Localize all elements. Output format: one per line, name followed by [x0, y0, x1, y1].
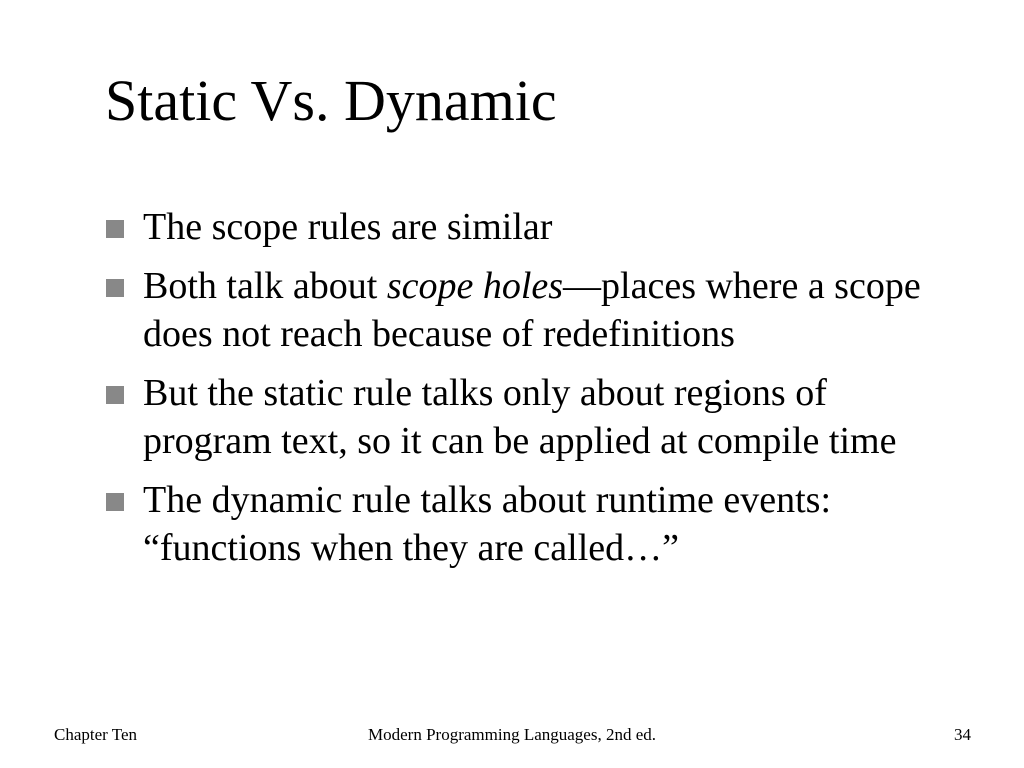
bullet-list — [104, 203, 944, 583]
bullet-text: The scope rules are similar — [143, 206, 553, 248]
bullet-item-static-rule — [104, 369, 944, 465]
slide-title: Static Vs. Dynamic — [105, 68, 557, 133]
bullet-item-scope-rules — [104, 203, 944, 251]
footer-chapter: Chapter Ten — [54, 725, 137, 744]
footer-page-number: 34 — [954, 725, 971, 744]
bullet-text-before: Both talk about — [143, 265, 387, 307]
bullet-text: But the static rule talks only about regions of program text, so it can be applied at compile time — [143, 372, 897, 462]
bullet-text: The dynamic rule talks about runtime events: “functions when they are called…” — [143, 479, 832, 569]
square-bullet-icon — [106, 279, 124, 297]
bullet-item-scope-holes — [104, 262, 944, 358]
bullet-item-dynamic-rule — [104, 476, 944, 572]
square-bullet-icon — [106, 220, 124, 238]
footer-book-title: Modern Programming Languages, 2nd ed. — [368, 725, 656, 744]
square-bullet-icon — [106, 386, 124, 404]
bullet-emphasis: scope holes — [386, 265, 564, 307]
square-bullet-icon — [106, 493, 124, 511]
bullet-text-after: —places where a scope does not reach because of redefinitions — [143, 265, 921, 355]
